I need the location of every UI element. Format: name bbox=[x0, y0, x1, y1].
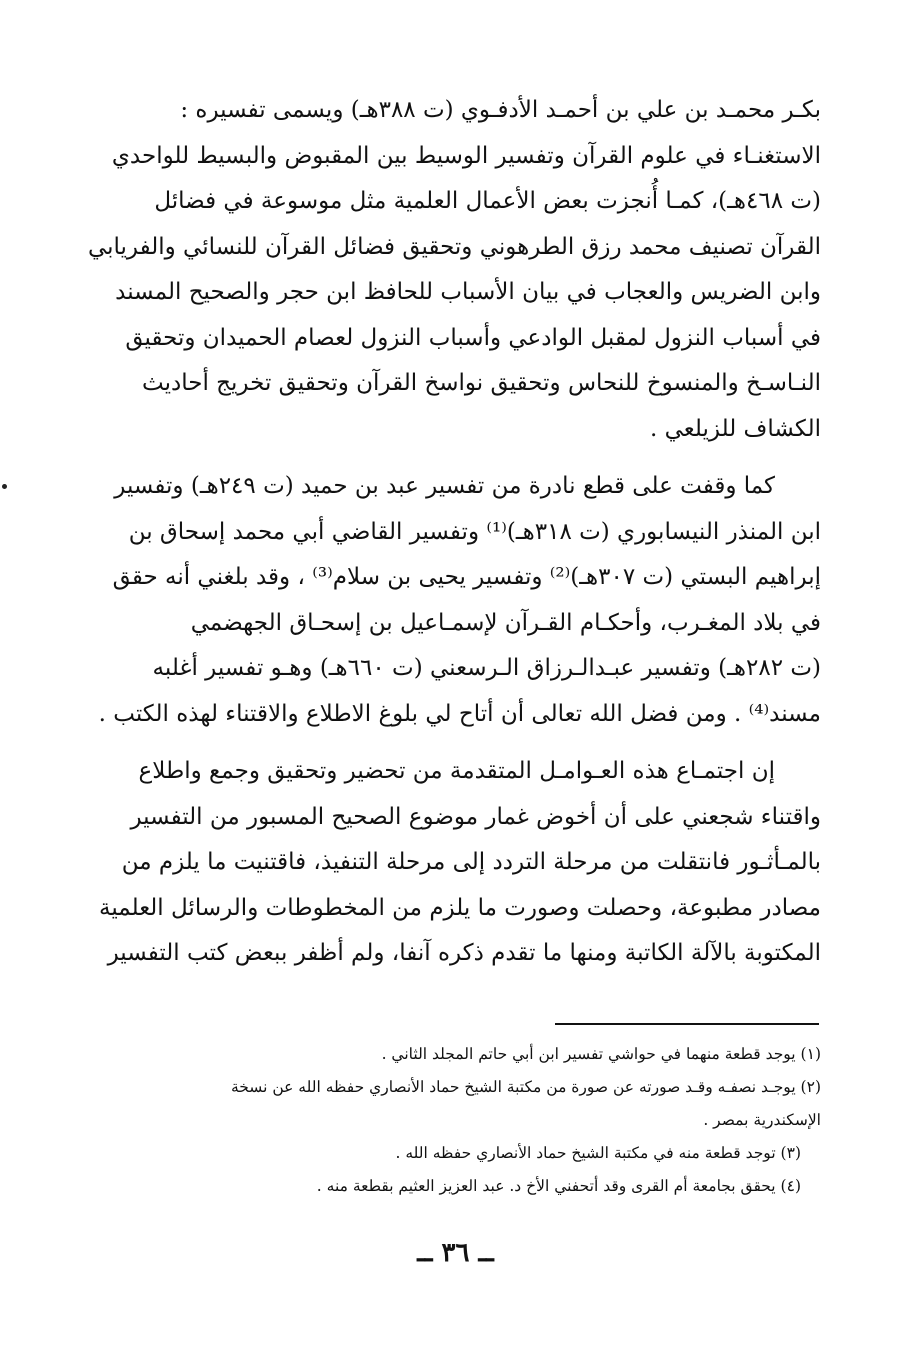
text-line: النـاسـخ والمنسوخ للنحاس وتحقيق نواسخ القرآن وتحقيق تخريج أحاديث bbox=[142, 370, 821, 396]
paragraph-3 bbox=[88, 749, 821, 977]
text-line: إن اجتمـاع هذه العـوامـل المتقدمة من تحضير وتحقيق وجمع واطلاع bbox=[138, 758, 775, 784]
footnote-separator bbox=[555, 1023, 819, 1025]
footnote-1: (١) يوجد قطعة منهما في حواشي تفسير ابن أبي حاتم المجلد الثاني . bbox=[381, 1045, 821, 1063]
main-text bbox=[88, 88, 821, 989]
text-line: الكشاف للزيلعي . bbox=[650, 415, 821, 442]
text-line: (ت ٢٨٢هـ) وتفسير عبـدالـرزاق الـرسعني (ت ٦٦٠هـ) وهـو تفسير أغلبه bbox=[152, 655, 821, 681]
paragraph-2 bbox=[88, 464, 821, 737]
text-line: مصادر مطبوعة، وحصلت وصورت ما يلزم من المخطوطات والرسائل العلمية bbox=[99, 894, 821, 921]
text-line: بالمـأثـور فانتقلت من مرحلة التردد إلى مرحلة التنفيذ، فاقتنيت ما يلزم من bbox=[121, 849, 821, 875]
text-line: إبراهيم البستي (ت ٣٠٧هـ)⁽²⁾ وتفسير يحيى بن سلام⁽³⁾ ، وقد بلغني أنه حقق bbox=[112, 564, 821, 590]
footnote-4: (٤) يحقق بجامعة أم القرى وقد أتحفني الأخ د. عبد العزيز العثيم بقطعة منه . bbox=[316, 1177, 801, 1195]
footnote-2-continuation: الإسكندرية بمصر . bbox=[703, 1111, 821, 1129]
text-line: المكتوبة بالآلة الكاتبة ومنها ما تقدم ذكره آنفا، ولم أظفر ببعض كتب التفسير bbox=[107, 940, 821, 966]
text-line: ابن المنذر النيسابوري (ت ٣١٨هـ)⁽¹⁾ وتفسير القاضي أبي محمد إسحاق بن bbox=[128, 518, 821, 545]
text-line: في أسباب النزول لمقبل الوادعي وأسباب النزول لعصام الحميدان وتحقيق bbox=[125, 324, 821, 351]
text-line: في بلاد المغـرب، وأحكـام القـرآن لإسمـاعيل بن إسحـاق الجهضمي bbox=[190, 609, 821, 636]
text-line: وابن الضريس والعجاب في بيان الأسباب للحافظ ابن حجر والصحيح المسند bbox=[115, 279, 821, 305]
text-line: الاستغنـاء في علوم القرآن وتفسير الوسيط بين المقبوض والبسيط للواحدي bbox=[111, 142, 821, 169]
text-line: بكـر محمـد بن علي بن أحمـد الأدفـوي (ت ٣٨٨هـ) ويسمى تفسيره : bbox=[180, 97, 821, 123]
text-line: (ت ٤٦٨هـ)، كمـا أُنجزت بعض الأعمال العلمية مثل موسوعة في فضائل bbox=[154, 188, 821, 214]
footnote-2: (٢) يوجـد نصفـه وقـد صورته عن صورة من مكتبة الشيخ حماد الأنصاري حفظه الله عن نسخة bbox=[230, 1078, 821, 1096]
text-line: مسند⁽⁴⁾ . ومن فضل الله تعالى أن أتاح لي بلوغ الاطلاع والاقتناء لهذه الكتب . bbox=[98, 700, 821, 727]
text-line: القرآن تصنيف محمد رزق الطرهوني وتحقيق فضائل القرآن للنسائي والفريابي bbox=[87, 233, 822, 260]
page-number: ــ ٣٦ ــ bbox=[417, 1238, 494, 1268]
text-line: كما وقفت على قطع نادرة من تفسير عبد بن حميد (ت ٢٤٩هـ) وتفسير bbox=[114, 473, 775, 499]
text-line: واقتناء شجعني على أن أخوض غمار موضوع الصحيح المسبور من التفسير bbox=[130, 803, 821, 830]
paragraph-1 bbox=[88, 88, 821, 452]
footnote-3: (٣) توجد قطعة منه في مكتبة الشيخ حماد الأنصاري حفظه الله . bbox=[395, 1144, 801, 1162]
margin-mark bbox=[2, 484, 7, 489]
footnotes bbox=[88, 1038, 821, 1203]
